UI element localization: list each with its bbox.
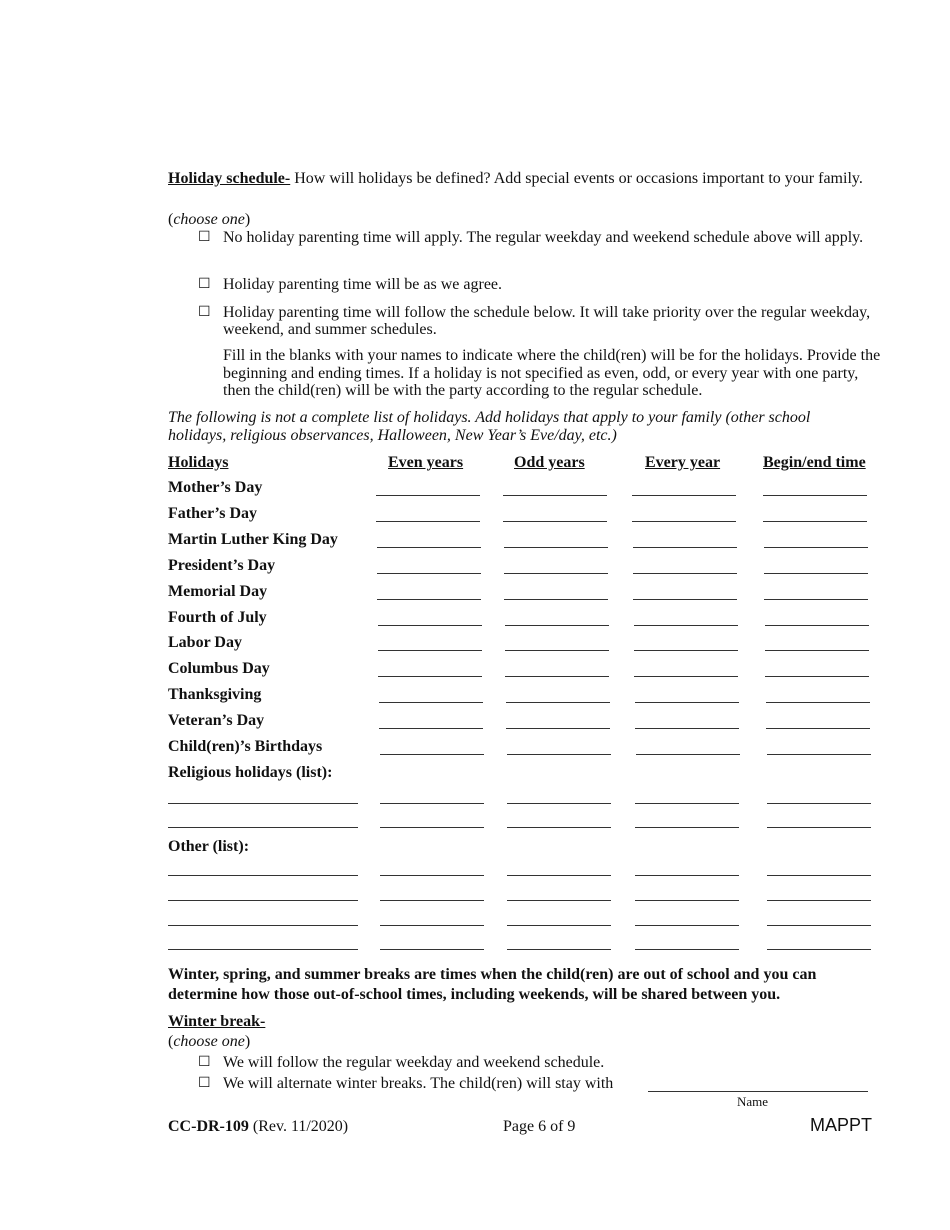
checkbox-icon[interactable]: ☐ [198,1054,211,1070]
holiday-blank-field[interactable] [765,625,869,626]
holiday-blank-field[interactable] [633,573,737,574]
list-blank-field[interactable] [635,803,739,804]
fill-instructions: Fill in the blanks with your names to indicate where the child(ren) will be for the holidays. Provide the beginning and ending times. If a holiday is not specified as even, odd, or every year with one party, then the child(ren) will be with the party according to the regular schedule. [223,347,881,399]
list-name-blank[interactable] [168,949,358,950]
holiday-blank-field[interactable] [503,495,607,496]
holiday-row-label: Martin Luther King Day [168,530,338,548]
holiday-option-schedule[interactable] [198,304,888,340]
list-blank-field[interactable] [635,875,739,876]
page-number: Page 6 of 9 [503,1118,576,1135]
list-blank-field[interactable] [380,803,484,804]
list-blank-field[interactable] [507,875,611,876]
option-label: We will follow the regular weekday and weekend schedule. [223,1054,605,1071]
checkbox-icon[interactable]: ☐ [198,276,211,292]
choose-one-text: choose one [173,1033,245,1050]
holiday-blank-field[interactable] [378,676,482,677]
col-even-years: Even years [388,454,464,471]
checkbox-icon[interactable]: ☐ [198,304,211,320]
religious-label: Religious holidays (list): [168,764,333,781]
holiday-row-label: Fourth of July [168,608,267,626]
option-label: Holiday parenting time will follow the schedule below. It will take priority over the regular weekday, weekend, and summer schedules. [223,304,871,338]
list-blank-field[interactable] [507,949,611,950]
holiday-blank-field[interactable] [376,495,480,496]
form-id [168,1118,348,1136]
holiday-blank-field[interactable] [764,547,868,548]
holiday-row-label: Thanksgiving [168,686,262,704]
checkbox-icon[interactable]: ☐ [198,229,211,245]
holiday-blank-field[interactable] [504,573,608,574]
list-blank-field[interactable] [380,900,484,901]
holiday-row-label: Memorial Day [168,582,268,600]
form-revision: (Rev. 11/2020) [248,1118,349,1135]
holiday-blank-field[interactable] [377,573,481,574]
holiday-blank-field[interactable] [504,547,608,548]
list-blank-field[interactable] [635,900,739,901]
holiday-blank-field[interactable] [764,599,868,600]
holiday-row-label: Columbus Day [168,660,270,678]
list-name-blank[interactable] [168,827,358,828]
col-every-year: Every year [645,454,721,471]
holiday-blank-field[interactable] [765,650,869,651]
holiday-blank-field[interactable] [504,599,608,600]
holiday-intro [168,169,868,188]
holiday-intro-text: How will holidays be defined? Add special events or occasions important to your family. [290,170,863,187]
list-blank-field[interactable] [507,803,611,804]
choose-one-note [168,211,250,229]
holiday-blank-field[interactable] [632,521,736,522]
holiday-blank-field[interactable] [379,728,483,729]
name-caption: Name [737,1094,769,1109]
winter-break-heading: Winter break- [168,1013,266,1030]
holiday-blank-field[interactable] [763,521,867,522]
list-blank-field[interactable] [635,949,739,950]
list-blank-field[interactable] [635,827,739,828]
holiday-blank-field[interactable] [635,702,739,703]
col-odd-years: Odd years [514,454,585,471]
breaks-intro: Winter, spring, and summer breaks are times when the child(ren) are out of school and you can determine how those out-of-school times, including weekends, will be shared between you. [168,966,817,1003]
holiday-list-note: The following is not a complete list of holidays. Add holidays that apply to your family (other school holidays, religious observances, Halloween, New Year’s Eve/day, etc.) [168,409,811,444]
holiday-blank-field[interactable] [764,573,868,574]
holiday-blank-field[interactable] [505,650,609,651]
option-label: No holiday parenting time will apply. The regular weekday and weekend schedule above will apply. [223,229,864,246]
holiday-row-label: President’s Day [168,556,276,574]
winter-name-blank[interactable] [648,1091,868,1092]
list-blank-field[interactable] [635,925,739,926]
holiday-blank-field[interactable] [378,650,482,651]
holiday-blank-field[interactable] [505,625,609,626]
list-name-blank[interactable] [168,925,358,926]
holiday-blank-field[interactable] [632,495,736,496]
holiday-blank-field[interactable] [507,754,611,755]
list-blank-field[interactable] [767,949,871,950]
holiday-blank-field[interactable] [635,728,739,729]
holiday-row-label: Labor Day [168,634,242,652]
holiday-blank-field[interactable] [377,599,481,600]
holiday-blank-field[interactable] [765,676,869,677]
holiday-blank-field[interactable] [378,625,482,626]
holiday-blank-field[interactable] [636,754,740,755]
holiday-blank-field[interactable] [634,625,738,626]
holiday-blank-field[interactable] [377,547,481,548]
form-number: CC-DR-109 [168,1118,249,1135]
holiday-schedule-heading: Holiday schedule- [168,170,291,187]
holiday-blank-field[interactable] [767,754,871,755]
holiday-blank-field[interactable] [634,676,738,677]
list-name-blank[interactable] [168,900,358,901]
option-label: Holiday parenting time will be as we agree. [223,276,503,293]
list-blank-field[interactable] [380,875,484,876]
holiday-blank-field[interactable] [506,702,610,703]
holiday-blank-field[interactable] [379,702,483,703]
holiday-row-label: Father’s Day [168,504,258,522]
holiday-blank-field[interactable] [633,547,737,548]
holiday-blank-field[interactable] [503,521,607,522]
list-blank-field[interactable] [380,949,484,950]
list-blank-field[interactable] [767,875,871,876]
list-blank-field[interactable] [380,827,484,828]
holiday-blank-field[interactable] [505,676,609,677]
other-label: Other (list): [168,838,250,855]
holiday-blank-field[interactable] [766,728,870,729]
list-blank-field[interactable] [767,900,871,901]
holiday-row-label: Veteran’s Day [168,712,265,730]
choose-one-text: choose one [173,211,245,228]
paren-close: ) [244,211,251,228]
holiday-row-label: Mother’s Day [168,479,263,496]
holiday-option-none[interactable] [198,229,888,265]
paren-open: ( [168,211,174,228]
holiday-blank-field[interactable] [380,754,484,755]
list-blank-field[interactable] [767,925,871,926]
list-blank-field[interactable] [380,925,484,926]
holiday-option-agree[interactable] [198,276,888,294]
holiday-blank-field[interactable] [763,495,867,496]
list-name-blank[interactable] [168,875,358,876]
holiday-blank-field[interactable] [766,702,870,703]
col-holidays: Holidays [168,454,229,471]
col-begin-end: Begin/end time [763,454,866,471]
winter-option-regular[interactable] [198,1054,888,1072]
holiday-blank-field[interactable] [376,521,480,522]
checkbox-icon[interactable]: ☐ [198,1075,211,1091]
holiday-blank-field[interactable] [506,728,610,729]
winter-choose-one: (choose one) [168,1033,251,1050]
list-blank-field[interactable] [507,925,611,926]
list-blank-field[interactable] [767,827,871,828]
holiday-row-label: Child(ren)’s Birthdays [168,738,323,755]
holiday-blank-field[interactable] [634,650,738,651]
list-blank-field[interactable] [767,803,871,804]
list-blank-field[interactable] [507,827,611,828]
form-code: MAPPT [810,1115,873,1135]
list-blank-field[interactable] [507,900,611,901]
option-label: We will alternate winter breaks. The child(ren) will stay with [223,1075,614,1092]
list-name-blank[interactable] [168,803,358,804]
holiday-blank-field[interactable] [633,599,737,600]
